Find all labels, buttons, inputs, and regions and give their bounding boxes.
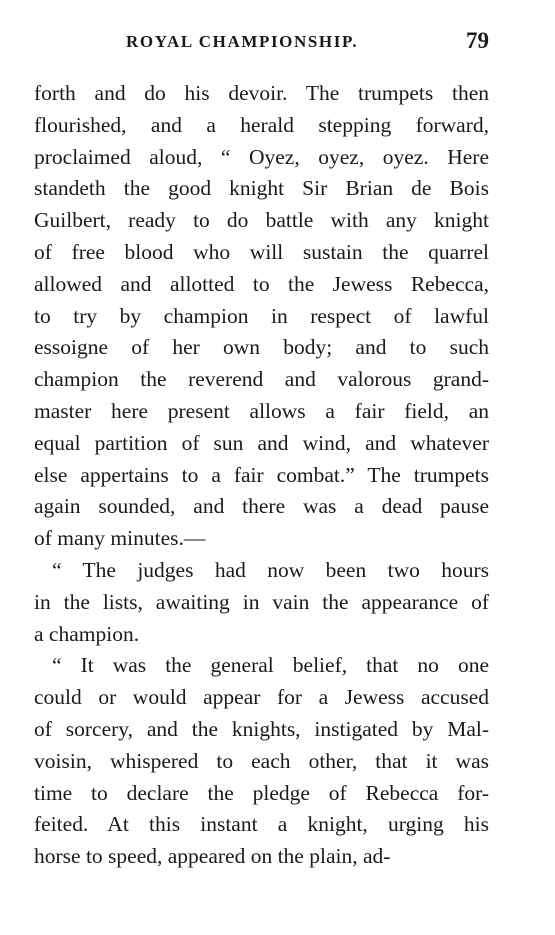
text-line: “ The judges had now been two hours bbox=[52, 557, 489, 582]
text-line: to try by champion in respect of lawful bbox=[34, 303, 489, 328]
paragraph bbox=[34, 555, 489, 650]
text-line: standeth the good knight Sir Brian de Bois bbox=[34, 176, 489, 201]
text-line: else appertains to a fair combat.” The trumpets bbox=[34, 462, 489, 487]
text-line: of free blood who will sustain the quarrel bbox=[34, 239, 489, 264]
text-line: horse to speed, appeared on the plain, ad- bbox=[34, 844, 391, 869]
running-head bbox=[34, 28, 489, 58]
text-line: Guilbert, ready to do battle with any knight bbox=[34, 208, 489, 233]
text-line: feited. At this instant a knight, urging his bbox=[34, 812, 489, 837]
text-line: equal partition of sun and wind, and whatever bbox=[34, 430, 489, 455]
paragraph bbox=[34, 650, 489, 873]
text-line: allowed and allotted to the Jewess Rebecca, bbox=[34, 271, 489, 296]
text-line: again sounded, and there was a dead pause bbox=[34, 494, 489, 519]
text-line: of many minutes.— bbox=[34, 526, 206, 551]
text-line: voisin, whispered to each other, that it was bbox=[34, 748, 489, 773]
text-line: forth and do his devoir. The trumpets then bbox=[34, 81, 489, 105]
text-line: master here present allows a fair field, an bbox=[34, 398, 489, 423]
text-line: of sorcery, and the knights, instigated by Mal- bbox=[34, 716, 489, 741]
text-line: essoigne of her own body; and to such bbox=[34, 335, 489, 360]
paragraph bbox=[34, 78, 489, 555]
text-line: time to declare the pledge of Rebecca for- bbox=[34, 780, 489, 805]
text-line: in the lists, awaiting in vain the appearance of bbox=[34, 589, 489, 614]
body-text bbox=[34, 78, 489, 873]
text-line: proclaimed aloud, “ Oyez, oyez, oyez. Here bbox=[34, 144, 489, 169]
text-line: flourished, and a herald stepping forward, bbox=[34, 112, 489, 137]
running-title: ROYAL CHAMPIONSHIP. bbox=[126, 32, 359, 51]
page-number: 79 bbox=[466, 28, 489, 53]
text-line: “ It was the general belief, that no one bbox=[52, 653, 489, 678]
text-line: could or would appear for a Jewess accused bbox=[34, 685, 489, 710]
text-line: a champion. bbox=[34, 621, 140, 646]
text-line: champion the reverend and valorous grand- bbox=[34, 367, 489, 392]
